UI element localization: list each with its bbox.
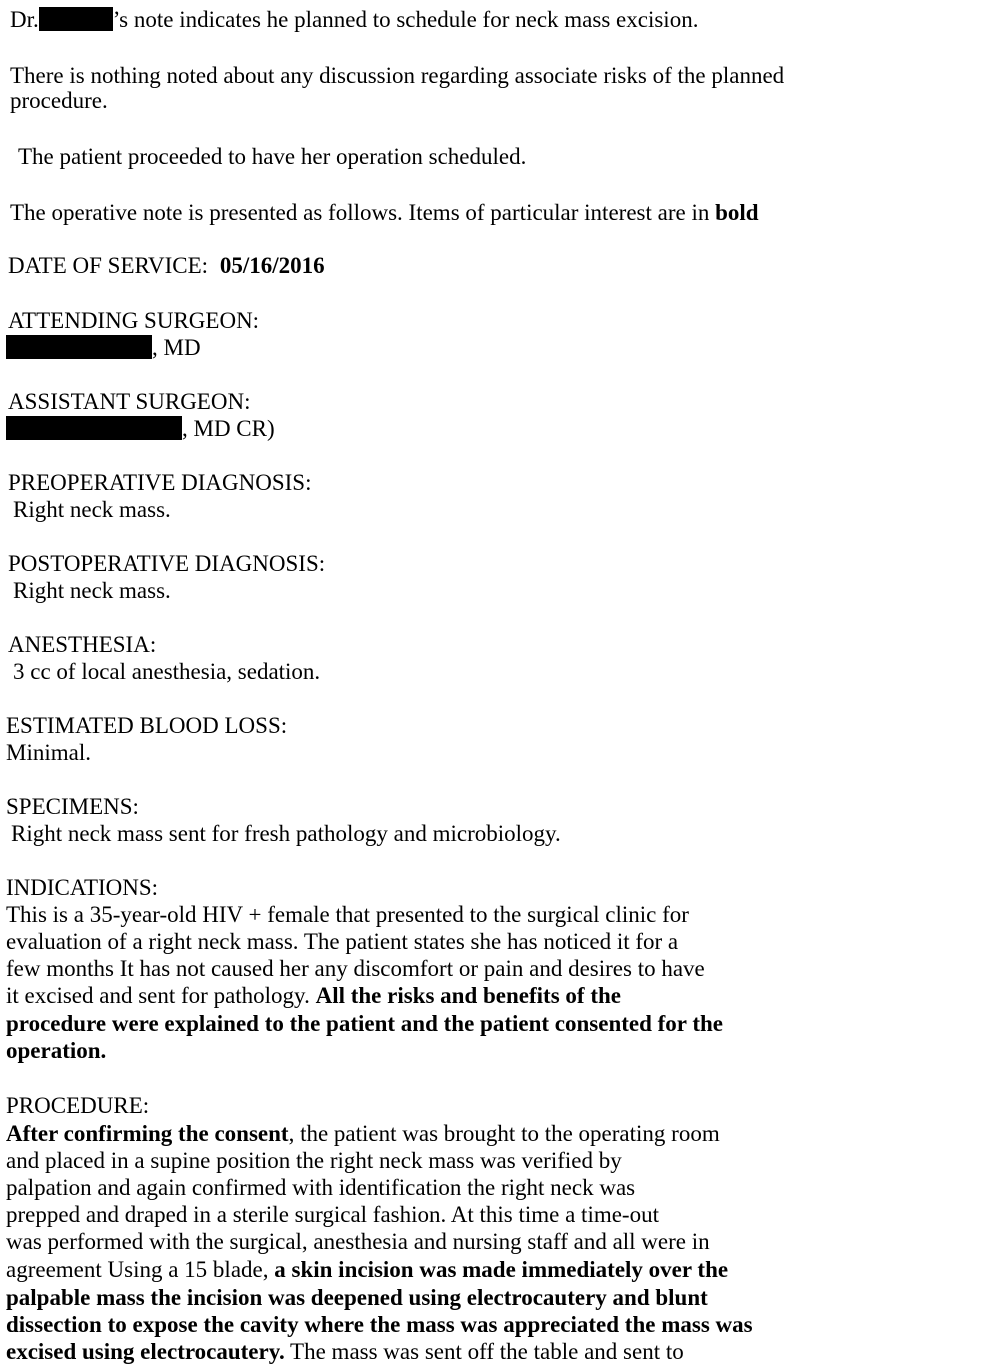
procedure-line: and placed in a supine position the right neck mass was verified by bbox=[6, 1148, 622, 1173]
indications-bold: operation. bbox=[6, 1038, 107, 1063]
date-value: 05/16/2016 bbox=[219, 253, 325, 278]
procedure-text: agreement Using a 15 blade, bbox=[6, 1257, 275, 1282]
procedure-text: The mass was sent off the table and sent to bbox=[284, 1339, 684, 1364]
intro-line-2b: procedure. bbox=[10, 88, 108, 113]
indications-bold: procedure were explained to the patient and the patient consented for the bbox=[6, 1011, 724, 1036]
intro-dr: Dr. bbox=[10, 7, 39, 32]
intro-operative-text: The operative note is presented as follows. Items of particular interest are in bbox=[10, 200, 716, 225]
indications-line: evaluation of a right neck mass. The patient states she has noticed it for a bbox=[6, 929, 679, 954]
indications-line: This is a 35-year-old HIV + female that presented to the surgical clinic for bbox=[6, 902, 689, 927]
procedure-line: palpation and again confirmed with identification the right neck was bbox=[6, 1175, 636, 1200]
redaction-bar bbox=[39, 7, 113, 31]
indications-bold: All the risks and benefits of the bbox=[315, 983, 621, 1008]
attending-label: ATTENDING SURGEON: bbox=[8, 308, 260, 333]
procedure-bold: dissection to expose the cavity where the mass was appreciated the mass was bbox=[6, 1312, 753, 1337]
preop-label: PREOPERATIVE DIAGNOSIS: bbox=[8, 470, 312, 495]
procedure-line: was performed with the surgical, anesthesia and nursing staff and all were in bbox=[6, 1229, 710, 1254]
intro-bold-word: bold bbox=[715, 200, 759, 225]
postop-label: POSTOPERATIVE DIAGNOSIS: bbox=[8, 551, 326, 576]
anesthesia-label: ANESTHESIA: bbox=[8, 632, 157, 657]
procedure-line bbox=[6, 1284, 708, 1311]
ebl-value: Minimal. bbox=[6, 740, 91, 765]
intro-line-3: The patient proceeded to have her operation scheduled. bbox=[18, 144, 527, 169]
intro-line-1 bbox=[10, 6, 698, 33]
assistant-name bbox=[6, 415, 275, 442]
intro-note: ’s note indicates he planned to schedule for neck mass excision. bbox=[112, 7, 699, 32]
assistant-label: ASSISTANT SURGEON: bbox=[8, 389, 251, 414]
assistant-suffix: , MD CR) bbox=[182, 416, 275, 441]
intro-line-4 bbox=[10, 199, 759, 226]
procedure-text: , the patient was brought to the operating room bbox=[288, 1121, 720, 1146]
procedure-bold: palpable mass the incision was deepened using electrocautery and blunt bbox=[6, 1285, 708, 1310]
indications-line bbox=[6, 982, 621, 1009]
indications-line bbox=[6, 1037, 106, 1064]
procedure-bold: excised using electrocautery. bbox=[6, 1339, 285, 1364]
procedure-bold: After confirming the consent bbox=[6, 1121, 289, 1146]
specimens-label: SPECIMENS: bbox=[6, 794, 139, 819]
procedure-label: PROCEDURE: bbox=[6, 1093, 150, 1118]
procedure-line bbox=[6, 1256, 728, 1283]
indications-label: INDICATIONS: bbox=[6, 875, 159, 900]
intro-line-2a: There is nothing noted about any discussion regarding associate risks of the planned bbox=[10, 63, 785, 88]
procedure-line bbox=[6, 1338, 684, 1365]
anesthesia-value: 3 cc of local anesthesia, sedation. bbox=[13, 659, 321, 684]
date-label: DATE OF SERVICE: bbox=[8, 253, 209, 278]
procedure-line bbox=[6, 1120, 720, 1147]
attending-name bbox=[6, 334, 201, 361]
preop-value: Right neck mass. bbox=[13, 497, 171, 522]
indications-text: it excised and sent for pathology. bbox=[6, 983, 316, 1008]
attending-suffix: , MD bbox=[152, 335, 201, 360]
procedure-line bbox=[6, 1311, 753, 1338]
redaction-bar bbox=[6, 335, 152, 359]
redaction-bar bbox=[6, 416, 182, 440]
procedure-line: prepped and draped in a sterile surgical fashion. At this time a time-out bbox=[6, 1202, 659, 1227]
postop-value: Right neck mass. bbox=[13, 578, 171, 603]
specimens-value: Right neck mass sent for fresh pathology and microbiology. bbox=[11, 821, 561, 846]
date-of-service bbox=[8, 252, 325, 279]
indications-line: few months It has not caused her any discomfort or pain and desires to have bbox=[6, 956, 705, 981]
procedure-bold: a skin incision was made immediately over the bbox=[274, 1257, 729, 1282]
indications-line bbox=[6, 1010, 723, 1037]
ebl-label: ESTIMATED BLOOD LOSS: bbox=[6, 713, 288, 738]
